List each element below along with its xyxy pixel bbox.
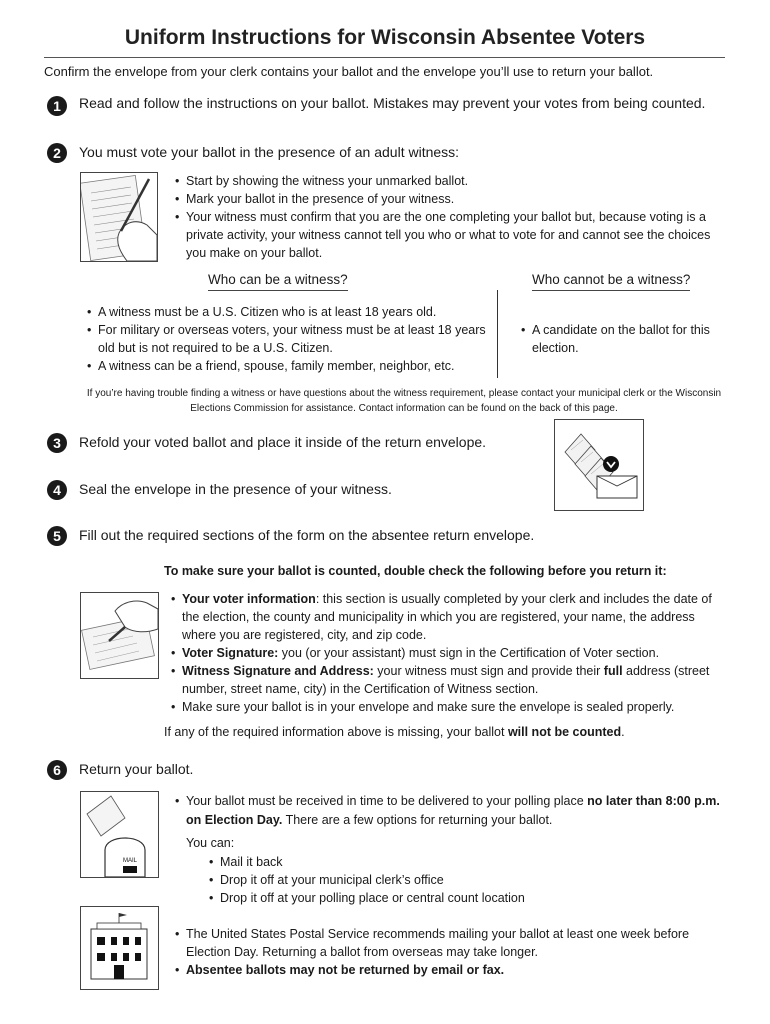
usps-list: [174, 925, 722, 979]
step-1-text: Read and follow the instructions on your ballot. Mistakes may prevent your votes from being counted.: [79, 95, 706, 111]
list-item: • Drop it off at your municipal clerk’s office: [208, 871, 708, 889]
list-item: • Start by showing the witness your unmarked ballot.: [174, 172, 714, 190]
can-witness-heading: [208, 272, 348, 291]
warning-text: If any of the required information above is missing, your ballot: [164, 725, 508, 739]
check-label: Voter Signature:: [182, 646, 279, 660]
ballot-pen-icon: [81, 173, 157, 261]
signing-envelope-icon: [81, 593, 158, 678]
step-4-text: Seal the envelope in the presence of your witness.: [79, 481, 392, 497]
witness-column-divider: [497, 290, 498, 378]
step-6-text: Return your ballot.: [79, 761, 194, 777]
deadline-text: Your ballot must be received in time to be delivered to your polling place: [186, 794, 588, 808]
list-item: [170, 662, 726, 698]
cannot-witness-list: [520, 321, 720, 357]
double-check-heading: To make sure your ballot is counted, double check the following before you return it:: [164, 564, 667, 578]
double-check-list: [170, 590, 726, 716]
list-item: • Drop it off at your polling place or central count location: [208, 889, 708, 907]
deadline-bold-text: no later than 8:00 p.m. on Election Day.: [186, 794, 720, 827]
step-2-text: You must vote your ballot in the presence of an adult witness:: [79, 144, 460, 160]
cannot-witness-heading: [532, 272, 690, 291]
step-6-badge: 6: [47, 760, 67, 780]
witness-help-note: If you’re having trouble finding a witness or have questions about the witness requirement, please contact your municipal clerk or the Wisconsin Elections Commission for assistance. Contact information can be found on the back of this page.: [86, 388, 722, 414]
list-item: • A witness must be a U.S. Citizen who is at least 18 years old.: [86, 303, 490, 321]
return-deadline-list: [174, 792, 722, 830]
you-can-label: You can:: [186, 836, 235, 850]
can-witness-heading-text: Who can be a witness?: [208, 272, 348, 291]
list-item: [174, 961, 722, 979]
step-5-text: Fill out the required sections of the form on the absentee return envelope.: [79, 527, 535, 543]
list-item: [170, 644, 726, 662]
list-item: • Mark your ballot in the presence of your witness.: [174, 190, 714, 208]
page-title: Uniform Instructions for Wisconsin Absentee Voters: [124, 26, 646, 49]
list-item: • The United States Postal Service recommends mailing your ballot at least one week before Election Day. Returning a ballot from overseas may take longer.: [174, 925, 722, 961]
check-text: you (or your assistant) must sign in the Certification of Voter section.: [278, 646, 660, 660]
intro-text: Confirm the envelope from your clerk contains your ballot and the envelope you’ll use to return your ballot.: [44, 64, 654, 79]
check-text: Make sure your ballot is in your envelope and make sure the envelope is sealed properly.: [182, 700, 675, 714]
check-text: address (street number, street name, city) in the Certification of Witness section.: [182, 664, 710, 696]
check-label: Your voter information: [182, 592, 316, 606]
list-item: [174, 792, 722, 830]
deadline-text-end: There are a few options for returning your ballot.: [282, 813, 553, 827]
list-item: [170, 698, 726, 716]
list-item: • Your witness must confirm that you are the one completing your ballot but, because voting is a private activity, your witness cannot tell you who or what to vote for and cannot see the choices you make on your ballot.: [174, 208, 714, 262]
mailbox-label: MAIL: [122, 858, 138, 864]
envelope-illustration: [554, 419, 644, 511]
envelope-signing-illustration: [80, 592, 159, 679]
return-options-list: [208, 853, 708, 907]
no-email-fax-text: Absentee ballots may not be returned by email or fax.: [186, 963, 505, 977]
warning-text-end: .: [621, 725, 625, 739]
check-text: : this section is usually completed by your clerk and includes the date of the election, the county and municipality in which you are registered, your name, the address where you are registered, city, and zip code.: [182, 592, 712, 642]
step-3-badge: 3: [47, 433, 67, 453]
ballot-marking-illustration: [80, 172, 158, 262]
check-text: your witness must sign and provide their: [373, 664, 604, 678]
step-3-text: Refold your voted ballot and place it inside of the return envelope.: [79, 434, 487, 450]
list-item: • A witness can be a friend, spouse, family member, neighbor, etc.: [86, 357, 490, 375]
building-icon: [81, 907, 158, 989]
list-item: • A candidate on the ballot for this election.: [520, 321, 720, 357]
folded-ballot-envelope-icon: [555, 420, 643, 510]
warning-bold-text: will not be counted: [507, 725, 622, 739]
list-item: • Mail it back: [208, 853, 708, 871]
title-divider: [44, 57, 725, 58]
missing-info-warning: [164, 725, 625, 739]
step-1-badge: 1: [47, 96, 67, 116]
can-witness-list: [86, 303, 490, 375]
list-item: • For military or overseas voters, your witness must be at least 18 years old but is not required to be a U.S. Citizen.: [86, 321, 490, 357]
cannot-witness-heading-text: Who cannot be a witness?: [532, 272, 690, 291]
step-5-badge: 5: [47, 526, 67, 546]
list-item: [170, 590, 726, 644]
clerk-office-illustration: [80, 906, 159, 990]
step-2-bullets: [174, 172, 714, 262]
check-label: Witness Signature and Address:: [182, 664, 374, 678]
mailbox-icon: [81, 792, 158, 877]
mailbox-illustration: [80, 791, 159, 878]
check-bold-text: full: [603, 664, 623, 678]
step-4-badge: 4: [47, 480, 67, 500]
step-2-badge: 2: [47, 143, 67, 163]
